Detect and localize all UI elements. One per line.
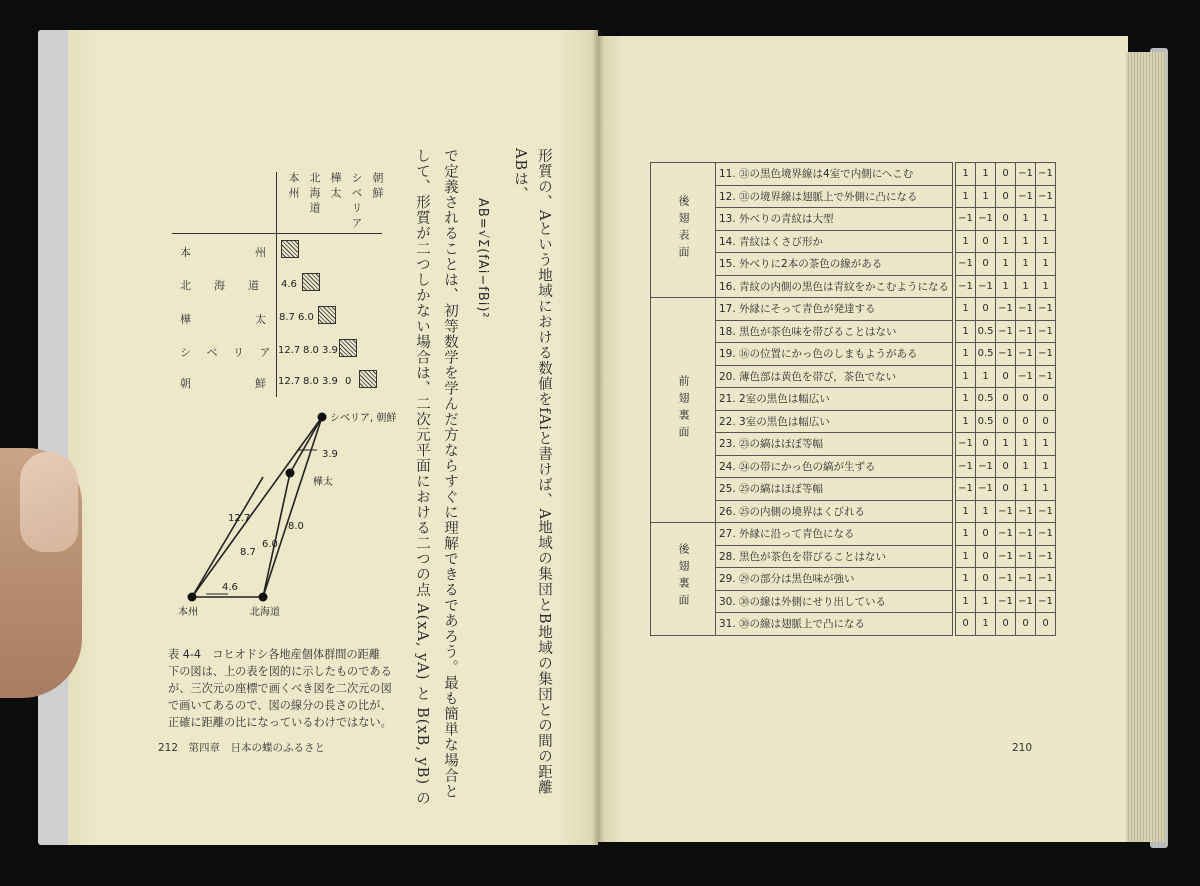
point-sakhalin	[286, 469, 295, 478]
matrix-value: 3.9	[322, 376, 338, 387]
book-cover-left	[38, 30, 72, 845]
trait-value: 0	[976, 433, 996, 456]
trait-description: 21. 2室の黒色は幅広い	[716, 388, 953, 411]
matrix-diagonal-cell-5	[359, 370, 377, 388]
trait-value: −1	[1036, 523, 1056, 546]
trait-value: 1	[1036, 253, 1056, 276]
character-table	[650, 162, 1056, 636]
book-gutter	[592, 30, 604, 845]
trait-value: 0	[996, 388, 1016, 411]
trait-value: 1	[976, 590, 996, 613]
trait-value: 0.5	[976, 388, 996, 411]
trait-description: 17. 外縁にそって青色が発達する	[716, 298, 953, 321]
trait-value: −1	[1016, 320, 1036, 343]
trait-value: 1	[956, 590, 976, 613]
trait-value: 1	[1036, 433, 1056, 456]
trait-value: 1	[976, 365, 996, 388]
label-honshu: 本州	[178, 607, 198, 618]
edge-label: 6.0	[262, 539, 278, 550]
trait-value: 1	[996, 230, 1016, 253]
trait-value: 0	[996, 365, 1016, 388]
trait-value: −1	[956, 433, 976, 456]
trait-value: 0	[1016, 388, 1036, 411]
trait-value: −1	[1016, 590, 1036, 613]
trait-value: 0	[1036, 410, 1056, 433]
point-honshu	[188, 593, 197, 602]
matrix-row-label-1: 本 州	[180, 246, 280, 259]
group-label-text: 前翅裏面	[677, 374, 690, 443]
matrix-value: 6.0	[298, 312, 314, 323]
trait-value: 1	[956, 230, 976, 253]
matrix-diagonal-cell-1	[281, 240, 299, 258]
trait-value: 0	[996, 478, 1016, 501]
matrix-value: 0	[345, 376, 352, 387]
trait-description: 11. ㉛の黒色境界線は4室で内側にへこむ	[716, 163, 953, 186]
body-text-col-1: 形質の、Aという地域における数値をfAiと書けば、A地域の集団とB地域の集団との間の距離	[536, 148, 552, 796]
trait-description: 14. 青紋はくさび形か	[716, 230, 953, 253]
trait-value: −1	[1016, 298, 1036, 321]
trait-value: −1	[1016, 343, 1036, 366]
trait-description: 25. ㉕の縞はほぼ等幅	[716, 478, 953, 501]
group-label	[651, 298, 716, 523]
page-edges	[1126, 52, 1166, 842]
trait-description: 26. ㉕の内側の境界はくびれる	[716, 500, 953, 523]
matrix-row-label-3: 樺 太	[180, 313, 280, 326]
trait-value: −1	[976, 478, 996, 501]
trait-description: 15. 外べりに2本の茶色の線がある	[716, 253, 953, 276]
trait-value: 0	[976, 568, 996, 591]
trait-description: 29. ㉙の部分は黒色味が強い	[716, 568, 953, 591]
group-label-text: 後翅裏面	[677, 543, 690, 612]
group-label	[651, 163, 716, 298]
trait-value: −1	[996, 545, 1016, 568]
trait-value: 1	[956, 523, 976, 546]
trait-value: −1	[956, 478, 976, 501]
figure-caption	[168, 646, 400, 731]
trait-value: 1	[956, 185, 976, 208]
trait-description: 18. 黒色が茶色味を帯びることはない	[716, 320, 953, 343]
trait-value: 0	[976, 230, 996, 253]
trait-description: 19. ⑯の位置にかっ色のしまもようがある	[716, 343, 953, 366]
trait-value: −1	[1016, 365, 1036, 388]
trait-value: 1	[1036, 478, 1056, 501]
trait-value: −1	[996, 343, 1016, 366]
trait-value: 1	[1016, 230, 1036, 253]
table-row	[651, 298, 1056, 321]
trait-value: 0	[1016, 613, 1036, 636]
trait-value: 1	[996, 275, 1016, 298]
trait-value: −1	[976, 208, 996, 231]
matrix-hline	[172, 233, 382, 234]
point-hokkaido	[259, 593, 268, 602]
trait-value: −1	[1036, 320, 1056, 343]
matrix-row-label-2: 北 海 道	[180, 279, 265, 292]
label-sakhalin: 樺太	[313, 477, 333, 488]
trait-value: 1	[976, 185, 996, 208]
trait-value: 1	[956, 365, 976, 388]
label-siberia-korea: シベリア, 朝鮮	[330, 413, 397, 424]
trait-value: 1	[1036, 208, 1056, 231]
matrix-header-4: シベリア	[350, 172, 363, 232]
trait-value: 1	[976, 163, 996, 186]
trait-value: 0	[1016, 410, 1036, 433]
trait-value: −1	[1036, 298, 1056, 321]
trait-description: 22. 3室の黒色は幅広い	[716, 410, 953, 433]
matrix-row-label-4: シ ベ リ ア	[180, 346, 277, 359]
trait-value: 0	[976, 523, 996, 546]
point-siberia-korea	[318, 413, 327, 422]
trait-value: 1	[956, 410, 976, 433]
trait-value: 0	[976, 545, 996, 568]
trait-description: 27. 外縁に沿って青色になる	[716, 523, 953, 546]
trait-description: 24. ㉔の帯にかっ色の縞が生ずる	[716, 455, 953, 478]
trait-value: 0	[996, 185, 1016, 208]
trait-value: −1	[1036, 343, 1056, 366]
matrix-value: 8.7	[279, 312, 295, 323]
formula: AB=√Σ(fAi−fBi)²	[475, 198, 490, 319]
trait-value: −1	[976, 455, 996, 478]
trait-value: −1	[1016, 545, 1036, 568]
distance-diagram	[170, 405, 400, 620]
matrix-header-2: 北海道	[308, 172, 321, 217]
trait-value: −1	[1036, 185, 1056, 208]
trait-value: 0.5	[976, 320, 996, 343]
trait-value: −1	[1016, 163, 1036, 186]
trait-value: 0	[956, 613, 976, 636]
trait-value: 0	[996, 208, 1016, 231]
trait-value: −1	[956, 275, 976, 298]
trait-value: 1	[1036, 230, 1056, 253]
trait-value: 0	[976, 298, 996, 321]
trait-description: 23. ㉓の縞はほぼ等幅	[716, 433, 953, 456]
trait-value: 1	[1016, 275, 1036, 298]
matrix-diagonal-cell-2	[302, 273, 320, 291]
trait-value: −1	[1036, 163, 1056, 186]
trait-value: −1	[996, 568, 1016, 591]
trait-value: 1	[976, 613, 996, 636]
trait-value: −1	[996, 320, 1016, 343]
trait-value: 0	[996, 410, 1016, 433]
trait-value: 1	[956, 388, 976, 411]
trait-value: −1	[1036, 590, 1056, 613]
trait-value: 0	[996, 613, 1016, 636]
trait-value: 1	[956, 163, 976, 186]
trait-value: 1	[1016, 253, 1036, 276]
trait-value: 0.5	[976, 343, 996, 366]
matrix-value: 3.9	[322, 345, 338, 356]
trait-value: −1	[1036, 568, 1056, 591]
edge-label: 8.7	[240, 547, 256, 558]
trait-value: 1	[1016, 433, 1036, 456]
edge-label: 3.9	[322, 449, 338, 460]
trait-value: −1	[956, 208, 976, 231]
body-text-col-2: ABは、	[512, 148, 528, 203]
table-row	[651, 163, 1056, 186]
matrix-header-5: 朝鮮	[371, 172, 384, 202]
trait-value: 1	[956, 343, 976, 366]
trait-value: 0	[996, 455, 1016, 478]
trait-description: 13. 外べりの青紋は大型	[716, 208, 953, 231]
trait-value: 1	[976, 500, 996, 523]
trait-value: 0	[996, 163, 1016, 186]
trait-value: −1	[1016, 568, 1036, 591]
body-text-col-3: で定義されることは、初等数学を学んだ方ならすぐに理解できるであろう。最も簡単な場合と	[442, 148, 458, 799]
thumbnail	[20, 452, 78, 552]
edge-label: 4.6	[222, 582, 238, 593]
trait-value: 0.5	[976, 410, 996, 433]
trait-value: 1	[1036, 455, 1056, 478]
trait-value: 0	[1036, 388, 1056, 411]
trait-description: 16. 青紋の内側の黒色は青紋をかこむようになる	[716, 275, 953, 298]
matrix-diagonal-cell-4	[339, 339, 357, 357]
trait-value: −1	[1036, 500, 1056, 523]
trait-value: 1	[956, 298, 976, 321]
matrix-diagonal-cell-3	[318, 306, 336, 324]
trait-value: 1	[956, 545, 976, 568]
trait-value: −1	[1016, 185, 1036, 208]
trait-value: −1	[996, 500, 1016, 523]
matrix-value: 8.0	[303, 345, 319, 356]
trait-value: −1	[1016, 500, 1036, 523]
trait-value: 1	[956, 500, 976, 523]
trait-description: 31. ㉚の線は翅脈上で凸になる	[716, 613, 953, 636]
trait-value: −1	[976, 275, 996, 298]
trait-value: −1	[1036, 545, 1056, 568]
matrix-row-label-5: 朝 鮮	[180, 377, 280, 390]
label-hokkaido: 北海道	[250, 607, 280, 618]
trait-value: 1	[996, 433, 1016, 456]
trait-value: 1	[956, 320, 976, 343]
trait-value: −1	[956, 253, 976, 276]
matrix-value: 12.7	[278, 376, 301, 387]
trait-description: 12. ㉛の境界線は翅脈上で外側に凸になる	[716, 185, 953, 208]
group-label	[651, 523, 716, 636]
matrix-vline	[276, 172, 277, 397]
trait-value: 1	[1036, 275, 1056, 298]
trait-value: 1	[1016, 478, 1036, 501]
trait-value: 0	[976, 253, 996, 276]
trait-value: 1	[1016, 208, 1036, 231]
caption-title: 表 4-4 コヒオドシ各地産個体群間の距離	[168, 648, 381, 661]
trait-value: −1	[1036, 365, 1056, 388]
edge-label: 8.0	[288, 521, 304, 532]
left-folio: 212 第四章 日本の蝶のふるさと	[158, 742, 326, 754]
trait-description: 30. ㉚の線は外側にせり出している	[716, 590, 953, 613]
body-text-col-4: して、形質が二つしかない場合は、二次元平面における二つの点 A(xA, yA) と B(xB, yB) の	[414, 148, 430, 807]
trait-value: −1	[1016, 523, 1036, 546]
trait-value: 0	[1036, 613, 1056, 636]
caption-body: 下の図は、上の表を図的に示したものであるが、三次元の座標で画くべき図を二次元の図で画いてあるので、図の線分の長さの比が、正確に距離の比になっているわけではない。	[168, 665, 392, 729]
trait-value: −1	[996, 523, 1016, 546]
trait-description: 28. 黒色が茶色を帯びることはない	[716, 545, 953, 568]
matrix-header-1: 本州	[287, 172, 300, 202]
trait-value: −1	[996, 298, 1016, 321]
matrix-value: 8.0	[303, 376, 319, 387]
table-row	[651, 523, 1056, 546]
trait-value: 1	[1016, 455, 1036, 478]
edge-label: 12.7	[228, 513, 251, 524]
right-folio: 210	[1012, 742, 1033, 754]
trait-value: −1	[996, 590, 1016, 613]
trait-description: 20. 薄色部は黄色を帯び，茶色でない	[716, 365, 953, 388]
matrix-header-3: 樺太	[329, 172, 342, 202]
trait-value: 1	[996, 253, 1016, 276]
group-label-text: 後翅表面	[677, 194, 690, 263]
trait-value: −1	[956, 455, 976, 478]
trait-value: 1	[956, 568, 976, 591]
matrix-value: 12.7	[278, 345, 301, 356]
matrix-value: 4.6	[281, 279, 297, 290]
